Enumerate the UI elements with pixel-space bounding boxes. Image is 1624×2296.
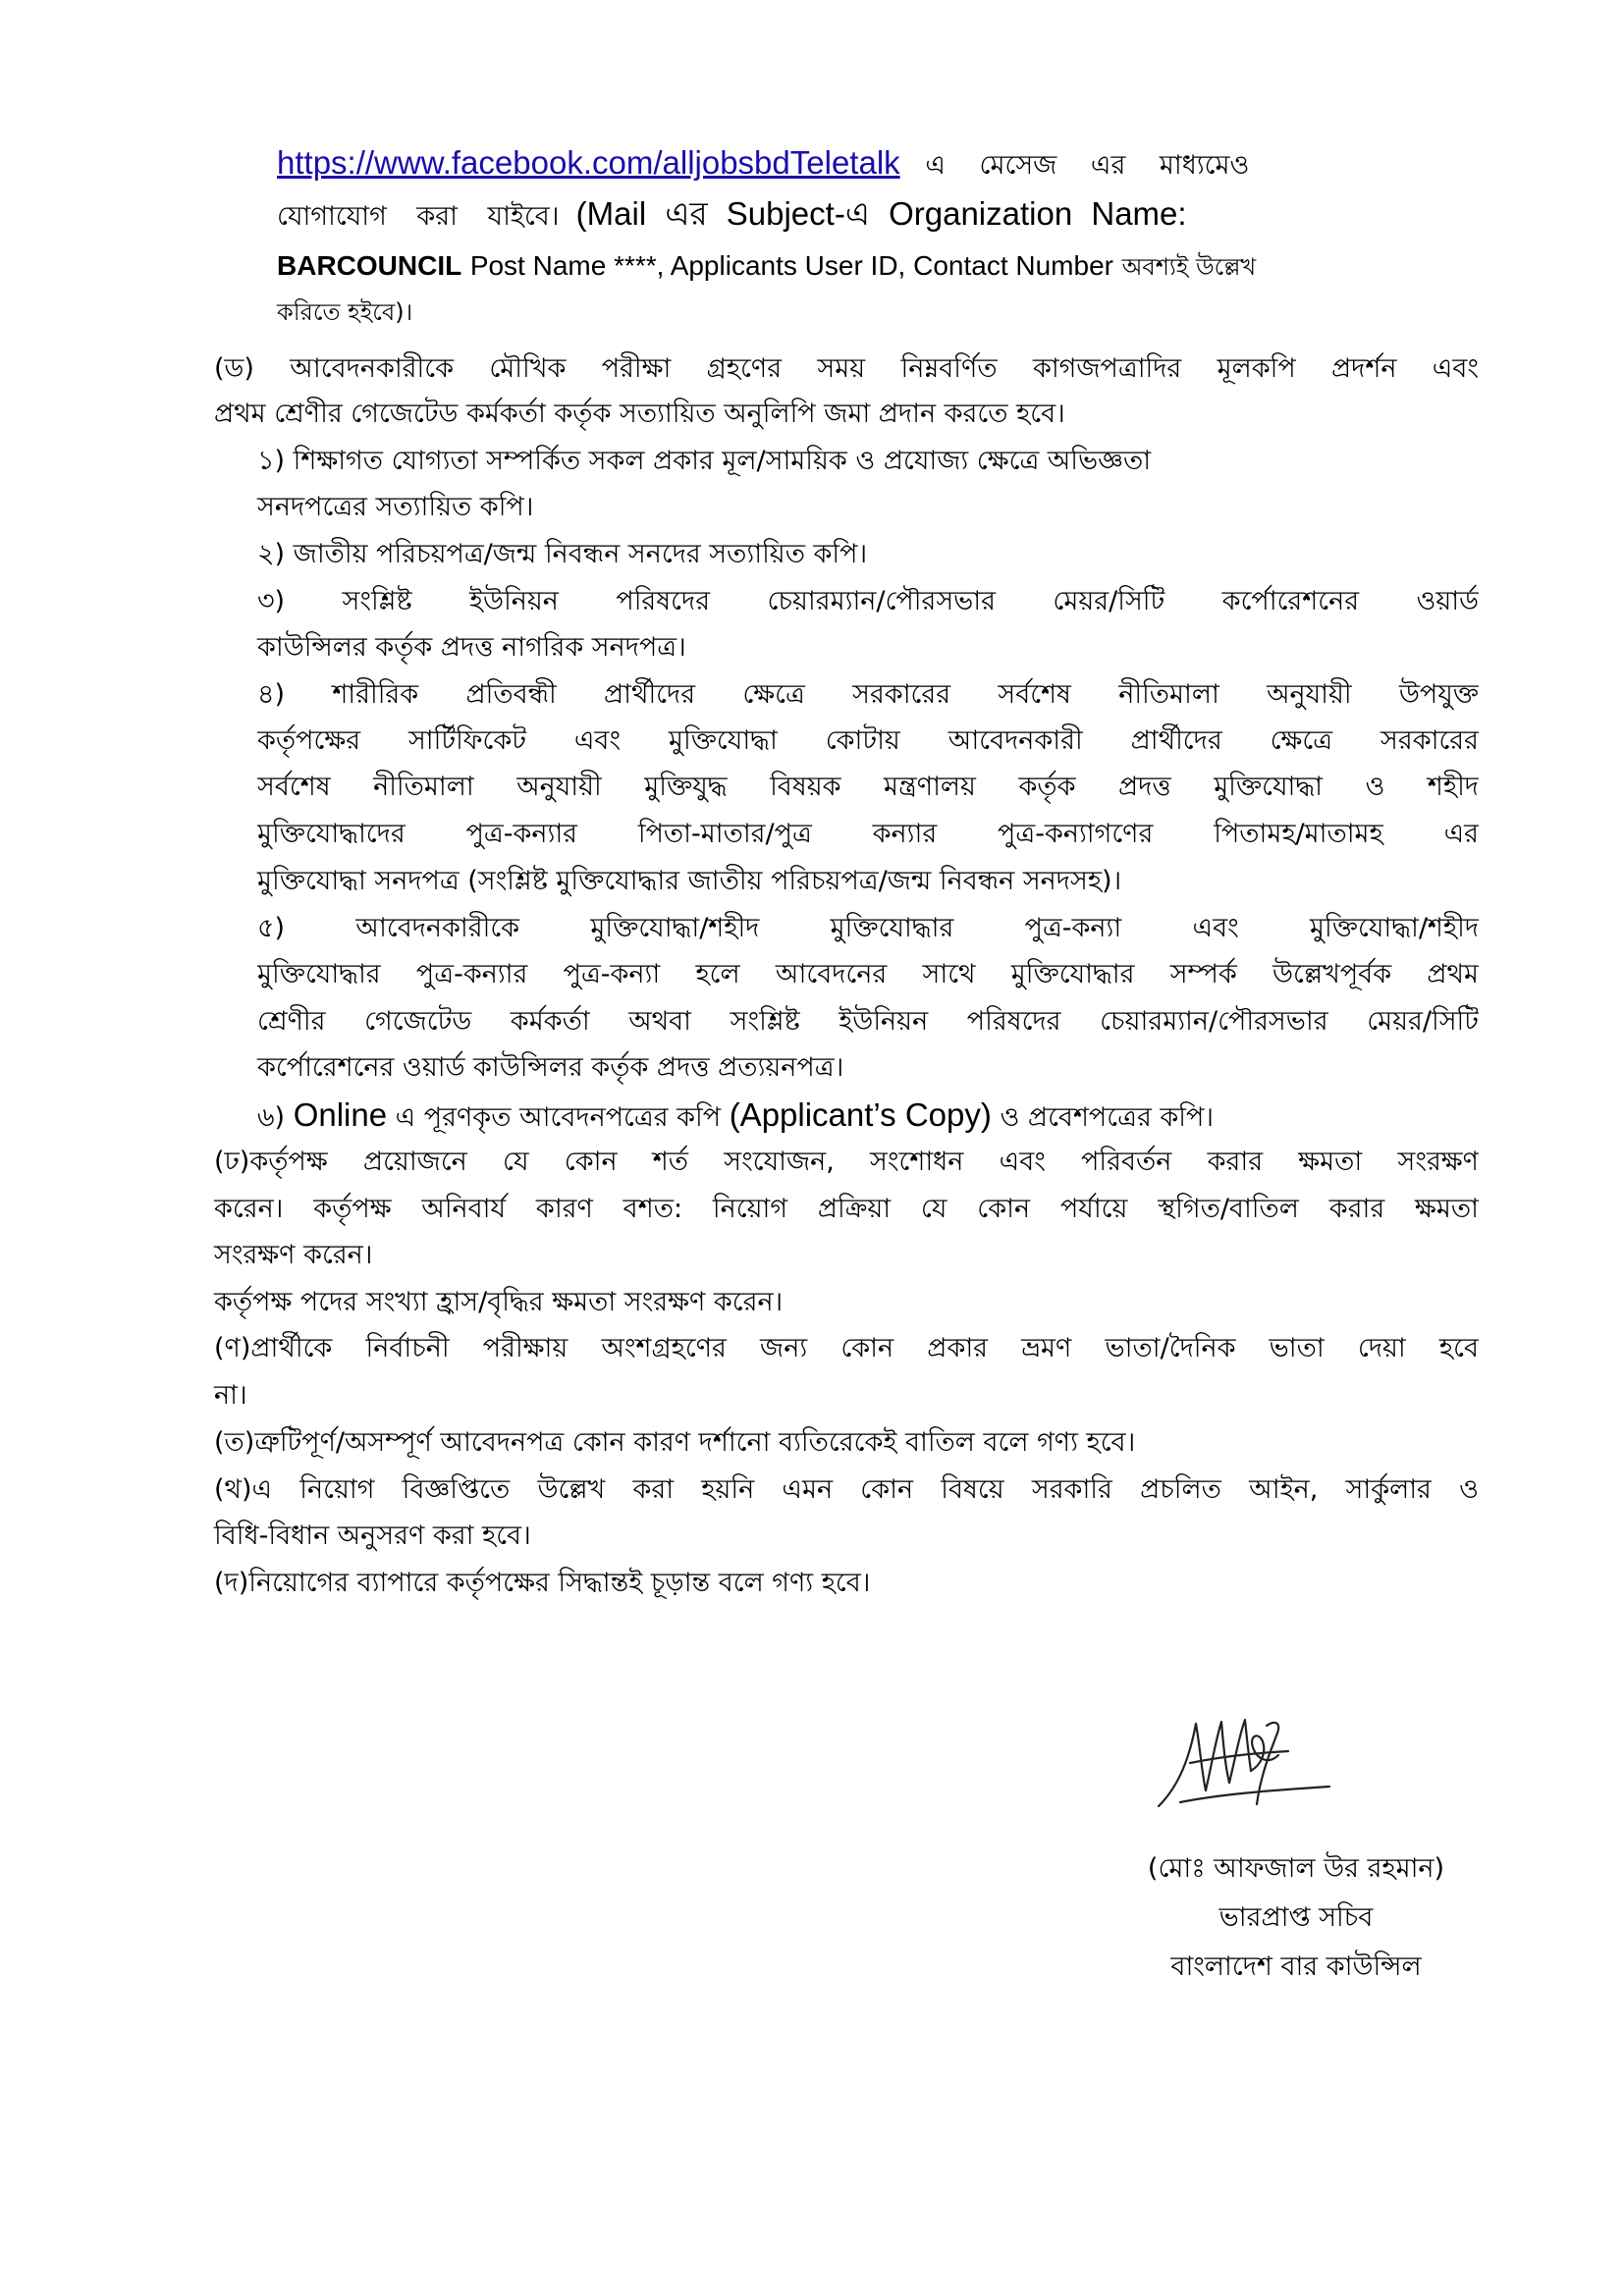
item-3-line-1: ৩) সংশ্লিষ্ট ইউনিয়ন পরিষদের চেয়ারম্যান/পৌরসভার মেয়র/সিটি কর্পোরেশনের ওয়ার্ড — [257, 586, 1479, 616]
signatory-designation: ভারপ্রাপ্ত সচিব — [1218, 1902, 1374, 1933]
signature-image — [1151, 1696, 1337, 1834]
item-2: ২) জাতীয় পরিচয়পত্র/জন্ম নিবন্ধন সনদের সত্যায়িত কপি। — [257, 539, 868, 569]
contact-line-2: যোগাযোগ করা যাইবে। (Mail এর Subject-এ Organization Name: — [277, 195, 1187, 232]
section-d-intro-2: প্রথম শ্রেণীর গেজেটেড কর্মকর্তা কর্তৃক সত্যায়িত অনুলিপি জমা প্রদান করতে হবে। — [214, 399, 1065, 429]
item-5-line-1: ৫) আবেদনকারীকে মুক্তিযোদ্ধা/শহীদ মুক্তিযোদ্ধার পুত্র-কন্যা এবং মুক্তিযোদ্ধা/শহীদ — [257, 913, 1479, 943]
section-th-line-1: (থ)এ নিয়োগ বিজ্ঞপ্তিতে উল্লেখ করা হয়নি এমন কোন বিষয়ে সরকারি প্রচলিত আইন, সার্কুলার ও — [214, 1474, 1479, 1505]
section-dh-line-2: করেন। কর্তৃপক্ষ অনিবার্য কারণ বশত: নিয়োগ প্রক্রিয়া যে কোন পর্যায়ে স্থগিত/বাতিল করার ক্ষমতা — [214, 1194, 1479, 1224]
item-4-line-1: ৪) শারীরিক প্রতিবন্ধী প্রার্থীদের ক্ষেত্রে সরকারের সর্বশেষ নীতিমালা অনুযায়ী উপযুক্ত — [257, 679, 1479, 710]
item-5-line-3: শ্রেণীর গেজেটেড কর্মকর্তা অথবা সংশ্লিষ্ট ইউনিয়ন পরিষদের চেয়ারম্যান/পৌরসভার মেয়র/সিটি — [257, 1006, 1479, 1037]
section-t: (ত)ত্রুটিপূর্ণ/অসম্পূর্ণ আবেদনপত্র কোন কারণ দর্শানো ব্যতিরেকেই বাতিল বলে গণ্য হবে। — [214, 1427, 1136, 1458]
item-3-line-2: কাউন্সিলর কর্তৃক প্রদত্ত নাগরিক সনদপত্র। — [257, 632, 686, 663]
section-d-intro-1: (ড) আবেদনকারীকে মৌখিক পরীক্ষা গ্রহণের সময় নিম্নবর্ণিত কাগজপত্রাদির মূলকপি প্রদর্শন এবং — [214, 353, 1479, 384]
item-6: ৬) Online এ পূরণকৃত আবেদনপত্রের কপি (Applicant’s Copy) ও প্রবেশপত্রের কপি। — [257, 1096, 1214, 1133]
section-th-line-2: বিধি-বিধান অনুসরণ করা হবে। — [214, 1521, 531, 1551]
contact-line-4: করিতে হইবে)। — [277, 298, 413, 326]
section-n-line-1: (ণ)প্রার্থীকে নির্বাচনী পরীক্ষায় অংশগ্রহণের জন্য কোন প্রকার ভ্রমণ ভাতা/দৈনিক ভাতা দেয়া হবে — [214, 1333, 1479, 1363]
section-da: (দ)নিয়োগের ব্যাপারে কর্তৃপক্ষের সিদ্ধান্তই চূড়ান্ত বলে গণ্য হবে। — [214, 1568, 871, 1598]
section-dh-line-1: (ঢ)কর্তৃপক্ষ প্রয়োজনে যে কোন শর্ত সংযোজন, সংশোধন এবং পরিবর্তন করার ক্ষমতা সংরক্ষণ — [214, 1147, 1479, 1177]
item-5-line-2: মুক্তিযোদ্ধার পুত্র-কন্যার পুত্র-কন্যা হলে আবেদনের সাথে মুক্তিযোদ্ধার সম্পর্ক উল্লেখপূর্বক প্রথম — [257, 959, 1479, 989]
item-1-line-2: সনদপত্রের সত্যায়িত কপি। — [257, 492, 534, 522]
signatory-organization: বাংলাদেশ বার কাউন্সিল — [1170, 1951, 1422, 1982]
section-dh-line-3: সংরক্ষণ করেন। — [214, 1240, 373, 1270]
contact-line-3: BARCOUNCIL Post Name ****, Applicants User ID, Contact Number অবশ্যই উল্লেখ — [277, 250, 1257, 281]
section-n-line-2: না। — [214, 1380, 247, 1411]
item-5-line-4: কর্পোরেশনের ওয়ার্ড কাউন্সিলর কর্তৃক প্রদত্ত প্রত্যয়নপত্র। — [257, 1052, 844, 1083]
item-1-line-1: ১) শিক্ষাগত যোগ্যতা সম্পর্কিত সকল প্রকার মূল/সাময়িক ও প্রযোজ্য ক্ষেত্রে অভিজ্ঞতা — [257, 446, 1152, 476]
item-4-line-5: মুক্তিযোদ্ধা সনদপত্র (সংশ্লিষ্ট মুক্তিযোদ্ধার জাতীয় পরিচয়পত্র/জন্ম নিবন্ধন সনদসহ)। — [257, 866, 1122, 896]
item-4-line-3: সর্বশেষ নীতিমালা অনুযায়ী মুক্তিযুদ্ধ বিষয়ক মন্ত্রণালয় কর্তৃক প্রদত্ত মুক্তিযোদ্ধা ও শহীদ — [257, 772, 1479, 802]
facebook-link[interactable]: https://www.facebook.com/alljobsbdTeletalk — [277, 144, 900, 181]
contact-line-1 — [277, 141, 1473, 187]
contact-text: এ মেসেজ এর মাধ্যমেও — [925, 150, 1250, 181]
signatory-name: (মোঃ আফজাল উর রহমান) — [1147, 1853, 1445, 1884]
item-4-line-2: কর্তৃপক্ষের সার্টিফিকেট এবং মুক্তিযোদ্ধা কোটায় আবেদনকারী প্রার্থীদের ক্ষেত্রে সরকারের — [257, 725, 1479, 756]
section-dh-line-4: কর্তৃপক্ষ পদের সংখ্যা হ্রাস/বৃদ্ধির ক্ষমতা সংরক্ষণ করেন। — [214, 1287, 784, 1317]
item-4-line-4: মুক্তিযোদ্ধাদের পুত্র-কন্যার পিতা-মাতার/পুত্র কন্যার পুত্র-কন্যাগণের পিতামহ/মাতামহ এর — [257, 819, 1479, 849]
